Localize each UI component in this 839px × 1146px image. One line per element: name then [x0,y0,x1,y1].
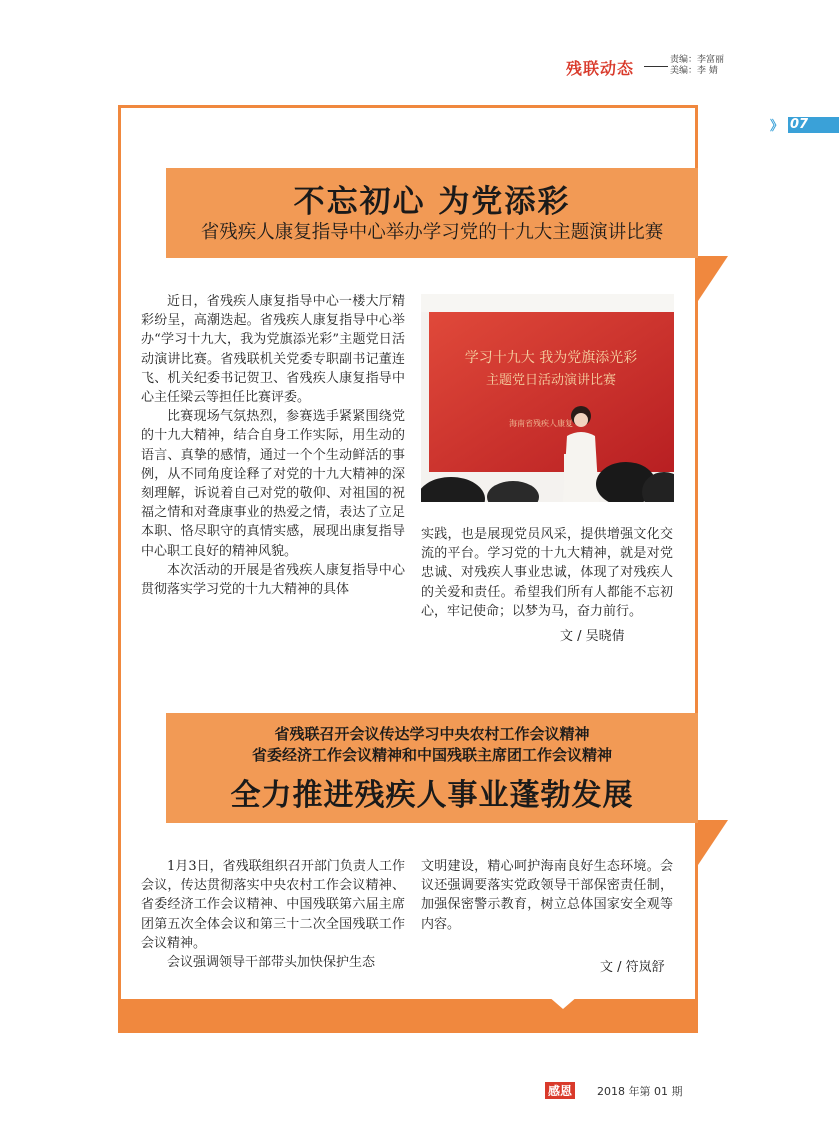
editor-line: 责编：李富丽 [670,55,725,65]
bottom-band [118,999,698,1033]
article1-right-column [421,525,673,621]
article1-title: 不忘初心 为党添彩 [293,184,571,220]
page-marker-icon: 》 [770,119,784,134]
frame-corner-decoration [698,820,728,870]
paragraph: 本次活动的开展是省残疾人康复指导中心贯彻落实学习党的十九大精神的具体 [141,562,405,598]
frame-corner-decoration [698,256,728,306]
article2-right-column [421,857,673,934]
paragraph: 比赛现场气氛热烈，参赛选手紧紧围绕党的十九大精神，结合自身工作实际，用生动的语言、真挚的感情，通过一个个生动鲜活的事例，从不同角度诠释了对党的十九大精神的深刻理解，诉说着自己对党的敬仰、对祖国的祝福之情和对聋康事业的热爱之情，表达了立足本职、恪尽职守的真情实感，展现出康复指导中心职工良好的精神风貌。 [141,409,405,559]
screen-text-3: 海南省残疾人康复 [509,419,573,428]
article2-banner [166,713,698,823]
magazine-logo: 感恩 [545,1082,575,1099]
paragraph: 近日，省残疾人康复指导中心一楼大厅精彩纷呈，高潮迭起。省残疾人康复指导中心举办“学习十九大，我为党旗添光彩”主题党日活动演讲比赛。省残联机关党委专职副书记董连飞、机关纪委书记贺卫、省残疾人康复指导中心主任梁云等担任比赛评委。 [141,294,405,406]
page-number: 07 [790,117,809,132]
article2-subtitle-line2: 省委经济工作会议精神和中国残联主席团工作会议精神 [251,746,612,764]
paragraph: 文明建设，精心呵护海南良好生态环境。会议还强调要落实党政领导干部保密责任制，加强保密警示教育，树立总体国家安全观等内容。 [421,859,673,932]
projector-screen [429,312,674,472]
event-photo [421,294,674,502]
section-title: 残联动态 [566,59,635,78]
paragraph: 1月3日，省残联组织召开部门负责人工作会议，传达贯彻落实中央农村工作会议精神、省委经济工作会议精神、中国残联第六届主席团第五次全体会议和第三十二次全国残联工作会议精神。 [141,859,405,951]
article1-subtitle: 省残疾人康复指导中心举办学习党的十九大主题演讲比赛 [200,222,664,243]
article2-byline: 文 / 符岚舒 [600,960,665,975]
paragraph: 会议强调领导干部带头加快保护生态 [167,955,376,971]
issue-label: 2018 年第 01 期 [597,1085,683,1098]
article1-byline: 文 / 吴晓倩 [560,629,625,644]
article2-subtitle-line1: 省残联召开会议传达学习中央农村工作会议精神 [274,725,590,743]
article1-left-column [141,292,405,599]
screen-text-1: 学习十九大 我为党旗添光彩 [464,350,638,366]
screen-text-2: 主题党日活动演讲比赛 [485,373,617,388]
editor-credits [670,55,724,77]
header-rule [644,66,668,67]
article1-banner [166,168,698,258]
designer-line: 美编：李 婧 [670,66,718,76]
bottom-notch-decoration [548,996,578,1010]
article2-title: 全力推进残疾人事业蓬勃发展 [230,778,634,813]
article2-left-column [141,857,405,972]
paragraph: 实践，也是展现党员风采，提供增强文化交流的平台。学习党的十九大精神，就是对党忠诚、对残疾人事业忠诚，体现了对残疾人的关爱和责任。希望我们所有人都能不忘初心，牢记使命；以梦为马，奋力前行。 [421,527,673,619]
